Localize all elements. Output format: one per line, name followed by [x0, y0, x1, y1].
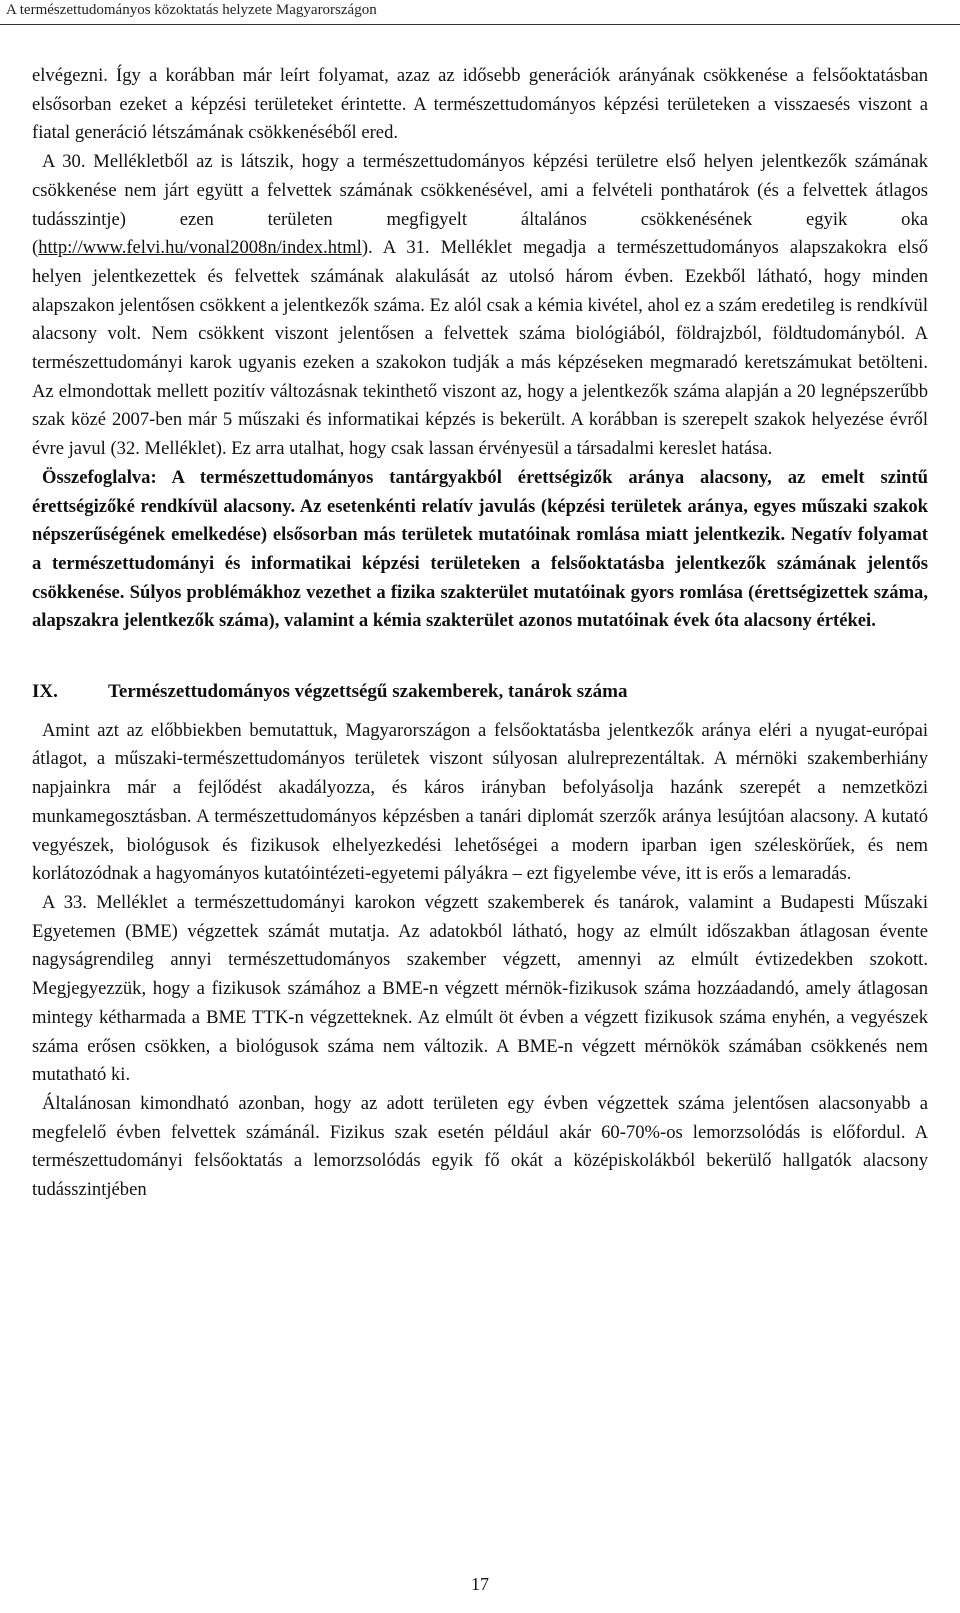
running-header: A természettudományos közoktatás helyzete Magyarországon	[6, 2, 377, 18]
summary-paragraph: Összefoglalva: A természettudományos tantárgyakból érettségizők aránya alacsony, az emelt szintű érettségizőké rendkívül alacsony. Az esetenkénti relatív javulás (képzési területek aránya, egyes műszaki szakok népszerűségének emelkedése) elsősorban más területek mutatóinak romlása miatt jelentkezik. Negatív folyamat a természettudományi és informatikai képzési területeken a felsőoktatásba jelentkezők számának jelentős csökkenése. Súlyos problémákhoz vezethet a fizika szakterület mutatóinak gyors romlása (érettségizettek száma, alapszakra jelentkezők száma), valamint a kémia szakterület azonos mutatóinak évek óta alacsony értékei.	[32, 466, 928, 632]
paragraph-text: A 30. Mellékletből az is látszik, hogy a természettudományos képzési területre első helyen jelentkezők számának csökkenése nem járt együtt a felvettek számának csökkenésével, ami a felvételi ponthatárok (és a felvettek átlagos tudásszintje) ezen területen megfigyelt általános csökkenésének egyik oka (	[32, 151, 928, 259]
felvi-link[interactable]: http://www.felvi.hu/vonal2008n/index.html	[38, 237, 362, 259]
section-title: Természettudományos végzettségű szakemberek, tanárok száma	[108, 681, 628, 703]
paragraph-annex-30	[32, 148, 928, 464]
paragraph-continuation: elvégezni. Így a korábban már leírt folyamat, azaz az idősebb generációk arányának csökkenése a felsőoktatásban elsősorban ezeket a képzési területeket érintette. A természettudományos képzési területeken a visszaesés viszont a fiatal generáció létszámának csökkenéséből ered.	[32, 65, 928, 144]
header-divider	[0, 24, 960, 25]
section-paragraph-3: Általánosan kimondható azonban, hogy az adott területen egy évben végzettek száma jelentősen alacsonyabb a megfelelő évben felvettek számánál. Fizikus szak esetén például akár 60-70%-os lemorzsolódás is előfordul. A természettudományi felsőoktatás a lemorzsolódás egyik fő okát a középiskolákból bekerülő hallgatók alacsony tudásszintjében	[32, 1092, 928, 1201]
page-number: 17	[471, 1574, 489, 1594]
section-number: IX.	[32, 681, 58, 703]
section-paragraph-1: Amint azt az előbbiekben bemutattuk, Magyarországon a felsőoktatásba jelentkezők aránya eléri a nyugat-európai átlagot, a műszaki-természettudományos területek viszont súlyosan alulreprezentáltak. A mérnöki szakemberhiány napjainkra már a fejlődést akadályozza, és káros irányban befolyásolja hazánk szerepét a nemzetközi munkamegosztásban. A természettudományos képzésben a tanári diplomát szerzők aránya lesújtóan alacsony. A kutató vegyészek, biológusok és fizikusok elhelyezkedési lehetőségei a modern iparban igen széleskörűek, és nem korlátozódnak a hagyományos kutatóintézeti-egyetemi pályákra – ezt figyelembe véve, itt is erős a lemaradás.	[32, 719, 928, 885]
section-paragraph-2: A 33. Melléklet a természettudományi karokon végzett szakemberek és tanárok, valamint a Budapesti Műszaki Egyetemen (BME) végzettek számát mutatja. Az adatokból látható, hogy az elmúlt időszakban átlagosan évente nagyságrendileg annyi természettudományos szakember végzett, amennyi az elmúlt évtizedekben szokott. Megjegyezzük, hogy a fizikusok számához a BME-n végzett mérnök-fizikusok száma hozzáadandó, amely átlagosan mintegy kétharmada a BME TTK-n végzetteknek. Az elmúlt öt évben a végzett fizikusok száma enyhén, a vegyészek száma erősen csökken, a biológusok száma nem változik. A BME-n végzett mérnökök számában csökkenés nem mutatható ki.	[32, 891, 928, 1086]
section-heading	[32, 678, 928, 707]
document-body	[32, 62, 928, 1205]
paragraph-text: ). A 31. Melléklet megadja a természettudományos alapszakokra első helyen jelentkezettek és felvettek számának alakulását az utolsó három évben. Ezekből látható, hogy minden alapszakon jelentősen csökkent a jelentkezők száma. Ez alól csak a kémia kivétel, ahol ez a szám eredetileg is rendkívül alacsony volt. Nem csökkent viszont jelentősen a felvettek száma biológiából, földrajzból, földtudományból. A természettudományi karok ugyanis ezeken a szakokon tudják a más képzéseken megmaradó keretszámukat betölteni. Az elmondottak mellett pozitív változásnak tekinthető viszont az, hogy a jelentkezők száma alapján a 20 legnépszerűbb szak közé 2007-ben már 5 műszaki és informatikai képzés is bekerült. A korábban is szerepelt szakok helyezése évről évre javul (32. Melléklet). Ez arra utalhat, hogy csak lassan érvényesül a társadalmi kereslet hatása.	[32, 237, 928, 460]
